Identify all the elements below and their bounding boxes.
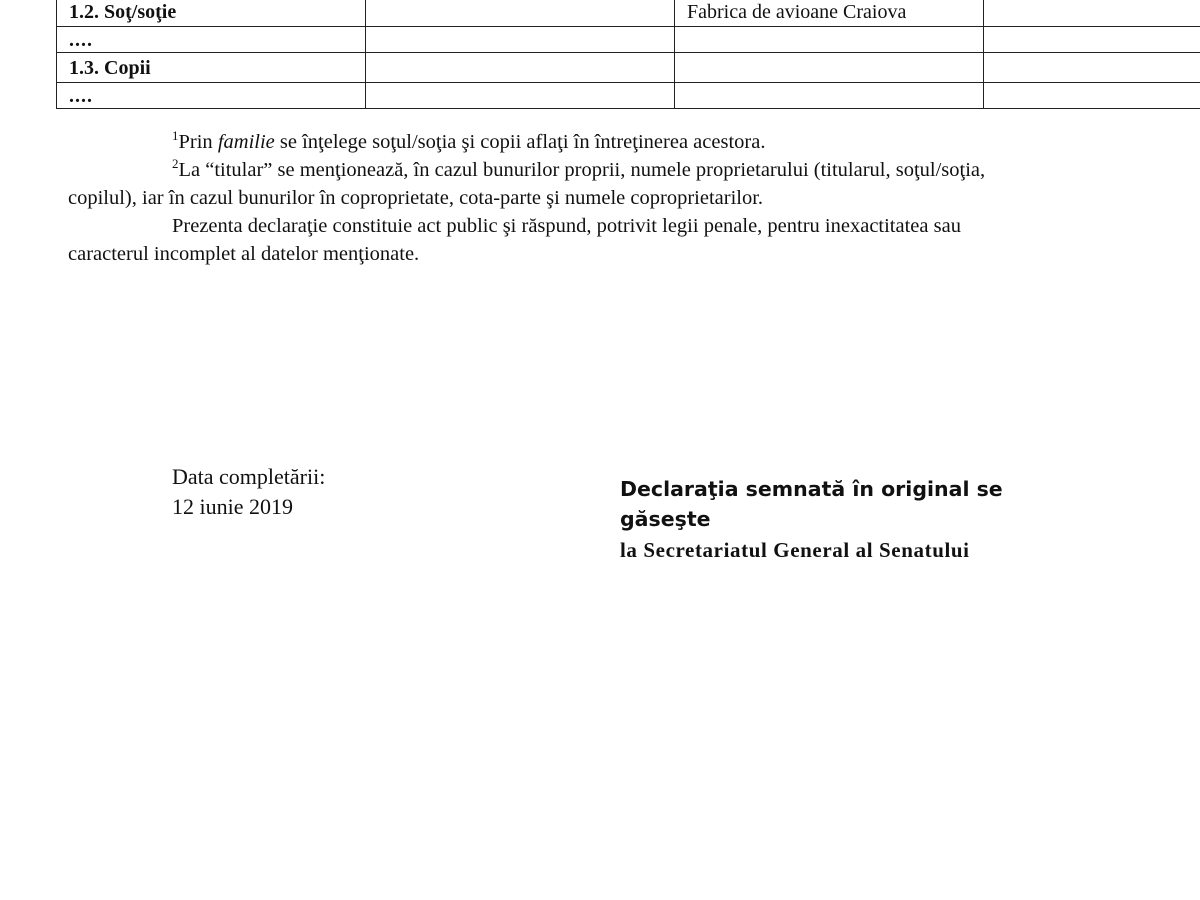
table-row: [57, 27, 1200, 53]
table-row: [57, 0, 1200, 27]
signed-note-line-1: Declaraţia semnată în original se: [620, 477, 1003, 501]
table-cell: [366, 83, 675, 109]
table-cell: [366, 27, 675, 53]
signed-note-line-3: la Secretariatul General al Senatului: [620, 538, 970, 562]
row-label-placeholder: ....: [57, 83, 366, 109]
footnote-emphasis: familie: [217, 131, 275, 153]
footnote-2-line-1: [68, 156, 1200, 184]
footnote-mark: 1: [172, 128, 179, 143]
footnote-text: La “titular” se menţionează, în cazul bunurilor proprii, numele proprietarului (titularul, soţul/soţia,: [178, 159, 986, 181]
completion-date-value: 12 iunie 2019: [172, 494, 293, 519]
row-label-children: 1.3. Copii: [57, 53, 366, 83]
completion-date-label: Data completării:: [172, 464, 326, 489]
footnotes: [68, 128, 1200, 268]
statement-line-1: Prezenta declaraţie constituie act public şi răspund, potrivit legii penale, pentru inexactitatea sau: [172, 215, 961, 237]
table-row: [57, 83, 1200, 109]
family-income-table: [56, 0, 1200, 109]
statement-line-2: caracterul incomplet al datelor menţionate.: [68, 243, 420, 265]
table-cell: [984, 27, 1200, 53]
completion-date-block: [172, 462, 325, 522]
footnote-text: Prin: [178, 131, 218, 153]
signed-note-line-2: găseşte: [620, 507, 711, 531]
table-cell: [984, 0, 1200, 27]
row-label-placeholder: ....: [57, 27, 366, 53]
table-cell: [984, 83, 1200, 109]
table-cell: [366, 0, 675, 27]
spouse-employer-cell: Fabrica de avioane Craiova: [675, 0, 984, 27]
table-cell: [366, 53, 675, 83]
table-cell: [675, 53, 984, 83]
footnote-2-line-2: copilul), iar în cazul bunurilor în coproprietate, cota-parte şi numele coproprietarilor.: [68, 187, 764, 209]
table-cell: [675, 27, 984, 53]
table-cell: [984, 53, 1200, 83]
row-label-spouse: 1.2. Soţ/soţie: [57, 0, 366, 27]
footnote-text: se înţelege soţul/soţia şi copii aflaţi în întreţinerea acestora.: [274, 131, 766, 153]
signed-declaration-note: [620, 474, 1040, 566]
footnote-1: [68, 128, 1200, 156]
footnote-mark: 2: [172, 156, 179, 171]
table-cell: [675, 83, 984, 109]
table-row: [57, 53, 1200, 83]
